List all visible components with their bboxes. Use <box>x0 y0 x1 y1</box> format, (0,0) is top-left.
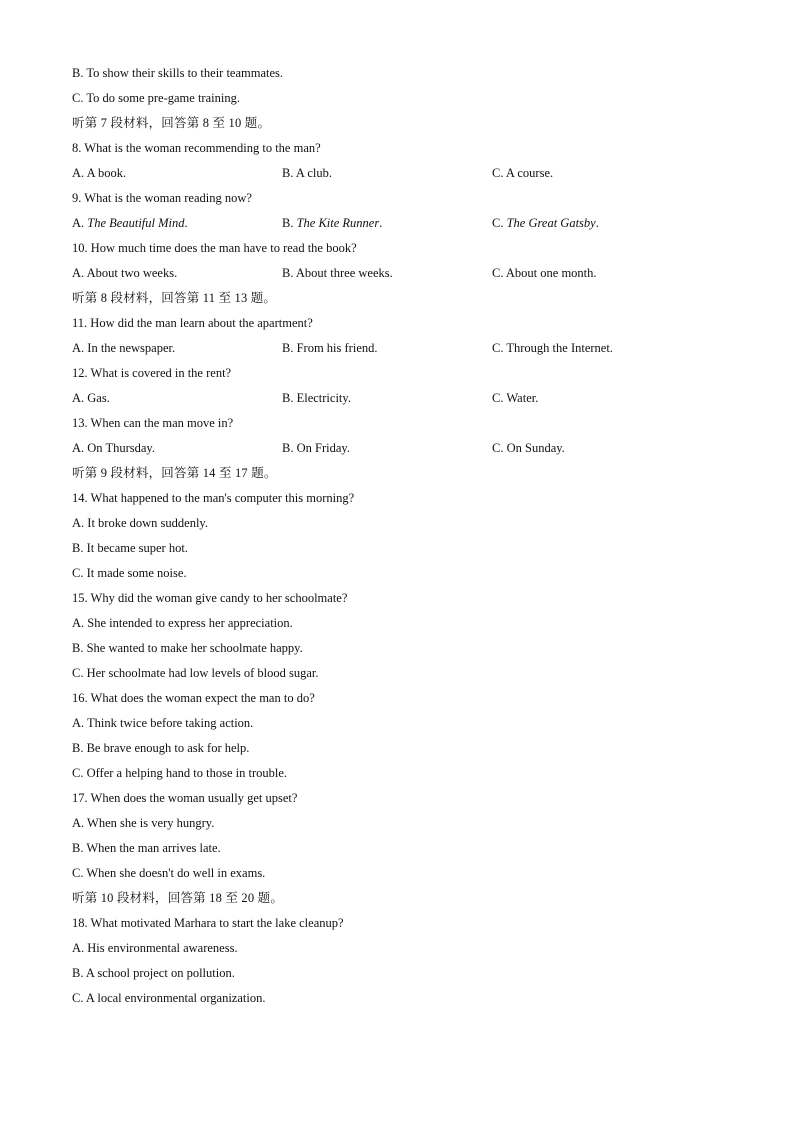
question-line: 10. How much time does the man have to read the book? <box>72 241 357 255</box>
option-text: Gas. <box>87 391 110 405</box>
question-line: C. When she doesn't do well in exams. <box>72 866 266 880</box>
option-letter: C. <box>492 216 507 230</box>
question-line: A. It broke down suddenly. <box>72 516 208 530</box>
option-row <box>72 436 732 461</box>
option-text: Through the Internet. <box>506 341 613 355</box>
question-line: 11. How did the man learn about the apartment? <box>72 316 313 330</box>
option-row <box>72 161 732 186</box>
question-line: B. To show their skills to their teammates. <box>72 66 284 80</box>
exam-page-content <box>72 61 732 1011</box>
question-line: 16. What does the woman expect the man to do? <box>72 691 315 705</box>
answer-option <box>492 261 732 286</box>
option-letter: B. <box>282 216 297 230</box>
question-line: A. His environmental awareness. <box>72 941 238 955</box>
answer-option <box>72 386 282 411</box>
question-line: 17. When does the woman usually get upset? <box>72 791 298 805</box>
answer-option <box>282 161 492 186</box>
option-letter: A. <box>72 341 88 355</box>
question-line: B. It became super hot. <box>72 541 188 555</box>
answer-option <box>492 386 732 411</box>
question-line: A. She intended to express her appreciation. <box>72 616 293 630</box>
answer-option <box>72 161 282 186</box>
question-line: B. Be brave enough to ask for help. <box>72 741 250 755</box>
option-text: About three weeks. <box>295 266 393 280</box>
option-text: About two weeks. <box>86 266 178 280</box>
question-line: 12. What is covered in the rent? <box>72 366 232 380</box>
option-row <box>72 211 732 236</box>
question-line: C. A local environmental organization. <box>72 991 266 1005</box>
question-line: 18. What motivated Marhara to start the lake cleanup? <box>72 916 344 930</box>
option-row <box>72 261 732 286</box>
option-text: On Friday. <box>296 441 350 455</box>
option-text: A course. <box>505 166 554 180</box>
option-letter: B. <box>282 266 296 280</box>
option-letter: A. <box>72 166 87 180</box>
option-text: A club. <box>295 166 333 180</box>
option-text: About one month. <box>505 266 597 280</box>
option-letter: A. <box>72 441 88 455</box>
answer-option <box>492 436 732 461</box>
answer-option <box>282 261 492 286</box>
question-line: 15. Why did the woman give candy to her schoolmate? <box>72 591 348 605</box>
option-row <box>72 336 732 361</box>
question-line: A. When she is very hungry. <box>72 816 215 830</box>
option-text: On Sunday. <box>506 441 565 455</box>
option-letter: B. <box>282 341 297 355</box>
question-line: 13. When can the man move in? <box>72 416 234 430</box>
option-letter: C. <box>492 341 507 355</box>
option-letter: B. <box>282 441 297 455</box>
answer-option <box>282 386 492 411</box>
option-letter: C. <box>492 391 507 405</box>
answer-option <box>282 436 492 461</box>
answer-option <box>282 211 492 236</box>
question-line: 8. What is the woman recommending to the man? <box>72 141 321 155</box>
question-line: C. Offer a helping hand to those in trouble. <box>72 766 288 780</box>
answer-option <box>492 161 732 186</box>
option-letter: A. <box>72 266 87 280</box>
option-letter: A. <box>72 216 88 230</box>
answer-option <box>492 211 732 236</box>
option-letter: A. <box>72 391 88 405</box>
question-line: C. To do some pre-game training. <box>72 91 240 105</box>
question-line: B. She wanted to make her schoolmate happy. <box>72 641 303 655</box>
question-line: B. When the man arrives late. <box>72 841 221 855</box>
book-title: The Kite Runner <box>296 216 380 230</box>
question-line: C. It made some noise. <box>72 566 187 580</box>
question-line: C. Her schoolmate had low levels of blood sugar. <box>72 666 319 680</box>
answer-option <box>282 336 492 361</box>
section-instruction: 听第 10 段材料，回答第 18 至 20 题。 <box>72 891 284 905</box>
section-instruction: 听第 7 段材料，回答第 8 至 10 题。 <box>72 116 271 130</box>
question-line: A. Think twice before taking action. <box>72 716 254 730</box>
option-text: A book. <box>86 166 127 180</box>
option-text: In the newspaper. <box>87 341 176 355</box>
answer-option <box>72 261 282 286</box>
option-text: . <box>184 216 188 230</box>
option-text: . <box>595 216 599 230</box>
option-text: On Thursday. <box>87 441 155 455</box>
option-text: Electricity. <box>296 391 351 405</box>
answer-option <box>492 336 732 361</box>
option-letter: C. <box>492 441 507 455</box>
option-text: Water. <box>506 391 539 405</box>
option-letter: C. <box>492 166 506 180</box>
option-text: . <box>379 216 383 230</box>
answer-option <box>72 211 282 236</box>
option-letter: B. <box>282 166 296 180</box>
section-instruction: 听第 8 段材料，回答第 11 至 13 题。 <box>72 291 277 305</box>
book-title: The Beautiful Mind <box>87 216 185 230</box>
question-line: 14. What happened to the man's computer this morning? <box>72 491 355 505</box>
book-title: The Great Gatsby <box>506 216 596 230</box>
section-instruction: 听第 9 段材料，回答第 14 至 17 题。 <box>72 466 277 480</box>
question-line: 9. What is the woman reading now? <box>72 191 252 205</box>
option-letter: C. <box>492 266 506 280</box>
option-row <box>72 386 732 411</box>
option-text: From his friend. <box>296 341 378 355</box>
question-line: B. A school project on pollution. <box>72 966 235 980</box>
answer-option <box>72 436 282 461</box>
option-letter: B. <box>282 391 297 405</box>
answer-option <box>72 336 282 361</box>
